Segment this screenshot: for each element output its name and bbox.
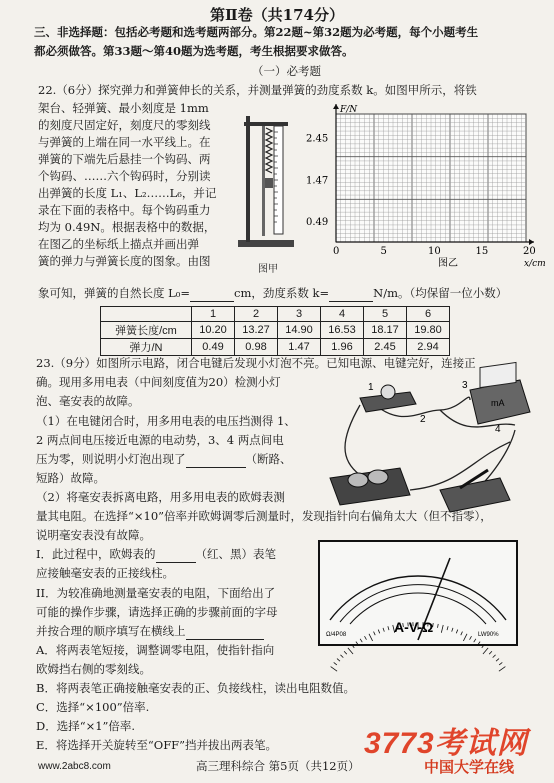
table-cell: 6 [407,307,450,322]
switch [440,470,510,512]
x-tick-label: 20 [523,246,536,257]
x-tick-label: 15 [475,246,489,257]
spring [266,128,272,173]
dial-tick [496,659,499,662]
q23-ii-line [36,623,264,640]
q23-p1-line: 短路）故障。 [36,471,105,485]
q22-answer-text: N/m。（均保留一位小数） [373,286,508,300]
q22-line: 个钩码、……六个钩码时，分别读 [38,169,211,183]
q23-text: （红、黑）表笔 [195,547,277,561]
table-cell: 1.96 [321,339,364,356]
x-tick-label: 5 [380,246,387,257]
table-cell: 2 [235,307,278,322]
page-title: 第Ⅱ卷（共174分） [210,6,344,24]
figure-a-caption: 图甲 [258,264,278,275]
table-cell: 16.53 [321,322,364,339]
option-e: E．将选择开关旋转至“OFF”挡并拔出两表笔。 [36,738,278,752]
q22-line: 与弹簧的上端在同一水平线上。在 [38,135,211,149]
dial-tick [483,648,488,654]
x-axis-label: x/cm [524,259,546,269]
stand-arm [244,122,288,126]
q23-line: 应接触毫安表的正接线柱。 [36,566,174,580]
dial-tick [344,651,347,654]
k-blank[interactable] [329,287,373,302]
y-tick-label: 2.45 [306,133,329,145]
table-row [101,307,450,322]
q22-line: 录在下面的表格中。每个钩码重力 [38,203,211,217]
table-cell: 4 [321,307,364,322]
table-cell: 19.80 [407,322,450,339]
multimeter-dial [318,540,518,646]
q23-i-line [36,546,276,563]
x-axis-arrow [529,239,534,245]
watermark-sub: 中国大学在线 [424,759,515,776]
battery-box [330,468,410,505]
node-label: 4 [495,424,501,435]
subsection-title: （一）必考题 [252,64,321,78]
dial-tick [331,667,337,672]
q23-p1-line: 2 两点间电压接近电源的电动势，3、4 两点间电 [36,433,284,447]
q22-line: 弹簧的下端先后悬挂一个钩码、两 [38,152,211,166]
q23-text: 压为零，则说明小灯泡出现了 [36,452,186,466]
table-cell: 弹力/N [101,339,192,356]
table-cell: 18.17 [364,322,407,339]
table-cell: 13.27 [235,322,278,339]
table-cell: 弹簧长度/cm [101,322,192,339]
node-label: 3 [462,380,468,391]
q22-intro: 22.（6分）探究弹力和弹簧伸长的关系，并测量弹簧的劲度系数 k。如图甲所示，将铁 [38,83,477,97]
q23-ii-line: 可能的操作步骤，请选择正确的步骤前面的字母 [36,605,278,619]
q22-answer-line [38,285,507,302]
q22-line: 均为 0.49N。根据表格中的数据， [38,220,216,234]
y-axis-arrow [333,104,339,109]
table-cell [101,307,192,322]
q23-p2-line: 说明毫安表没有故障。 [36,528,151,542]
dial-tick [340,655,343,658]
table-cell: 2.45 [364,339,407,356]
figure-b-chart [300,100,546,269]
q23-line: 泡、毫安表的故障。 [36,394,140,408]
q23-ii-line: II．为较准确地测量毫安表的电阻，下面给出了 [36,586,276,600]
probe-color-blank[interactable] [156,548,196,563]
table-cell: 3 [278,307,321,322]
q22-line: 的刻度尺固定好，刻度尺的零刻线 [38,118,211,132]
q23-p1-line: （1）在电键闭合时，用多用电表的电压挡测得 1、 [36,414,296,428]
table-cell: 5 [364,307,407,322]
q23-intro: 23.（9分）如图所示电路，闭合电键后发现小灯泡不亮。已知电源、电键完好，连接正 [36,356,476,370]
dial-tick [489,651,492,654]
q22-line: 在图乙的坐标纸上描点并画出弹 [38,237,199,251]
table-row [101,339,450,356]
section-heading-cont: 都必须做答。第33题～第40题为选考题，考生根据要求做答。 [34,44,354,58]
q22-body [38,100,216,270]
q22-answer-text: cm，劲度系数 k= [234,286,330,300]
table-cell: 0.98 [235,339,278,356]
option-a-cont: 欧姆挡右侧的零刻线。 [36,662,151,676]
figure-a-stand [236,112,298,262]
q22-line: 架台、轻弹簧、最小刻度是 1mm [38,101,209,115]
ma-label: mA [491,398,505,408]
milliammeter [470,362,530,424]
option-a: A．将两表笔短接，调整调零电阻，使指针指向 [36,643,275,657]
option-d: D．选择“×1”倍率. [36,719,136,733]
data-table [100,306,450,356]
dial-tick [499,667,505,672]
q22-line: 簧的弹力与弹簧长度的图象。由图 [38,254,211,268]
stand-rod [246,116,250,242]
option-c: C．选择“×100”倍率. [36,700,150,714]
y-axis-label: F/N [340,105,358,115]
dial-tick [348,648,353,654]
fault-blank[interactable] [186,453,246,468]
hook-weight [265,178,273,188]
meter-label: A-V-Ω [394,619,434,635]
x-tick-label: 10 [428,246,441,257]
q23-text: 并按合理的顺序填写在横线上 [36,624,186,638]
meter-small: LW90% [478,632,499,638]
table-cell: 1 [192,307,235,322]
q23-p2-line: 量其电阻。在选择“×10”倍率并欧姆调零后测量时，发现指针向右偏角太大（但不指零）， [36,509,492,523]
section-heading: 三、非选择题：包括必考题和选考题两部分。第22题~第32题为必考题，每个小题考生 [34,25,479,39]
x-tick-label: 0 [333,246,340,257]
q22-answer-text: 象可知，弹簧的自然长度 L₀= [38,286,191,300]
footer-url: www.2abc8.com [38,761,111,772]
l0-blank[interactable] [190,287,234,302]
q23-p2-line: （2）将毫安表拆离电路，用多用电表的欧姆表测 [36,490,285,504]
dial-tick [493,655,496,658]
stand-hanger [262,126,265,236]
table-cell: 1.47 [278,339,321,356]
q22-line: 出弹簧的长度 L₁、L₂……L₆，并记 [38,186,217,200]
node-label: 2 [420,414,426,425]
node-label: 1 [368,382,374,393]
table-cell: 10.20 [192,322,235,339]
watermark-logo: 3773考试网 [364,727,528,760]
table-cell: 0.49 [192,339,235,356]
table-cell: 14.90 [278,322,321,339]
dial-tick [334,662,337,665]
option-b: B．将两表笔正确接触毫安表的正、负接线柱，读出电阻数值。 [36,681,355,695]
table-cell: 2.94 [407,339,450,356]
dial-tick [337,659,340,662]
q23-line: 确。现用多用电表（中间刻度值为20）检测小灯 [36,375,281,389]
steps-blank[interactable] [186,625,264,640]
figure-b-caption: 图乙 [438,258,458,269]
table-row [101,322,450,339]
q23-p1-line [36,451,292,468]
circuit-diagram [320,370,535,530]
q23-text: I．此过程中，欧姆表的 [36,547,156,561]
y-tick-label: 0.49 [306,217,329,229]
y-tick-label: 1.47 [306,175,329,187]
wire [345,405,360,475]
footer-page: 高三理科综合 第5页（共12页） [196,759,360,773]
q23-text: （断路、 [245,452,292,466]
dial-tick [499,662,502,665]
meter-small: Ω/4P08 [326,632,347,638]
